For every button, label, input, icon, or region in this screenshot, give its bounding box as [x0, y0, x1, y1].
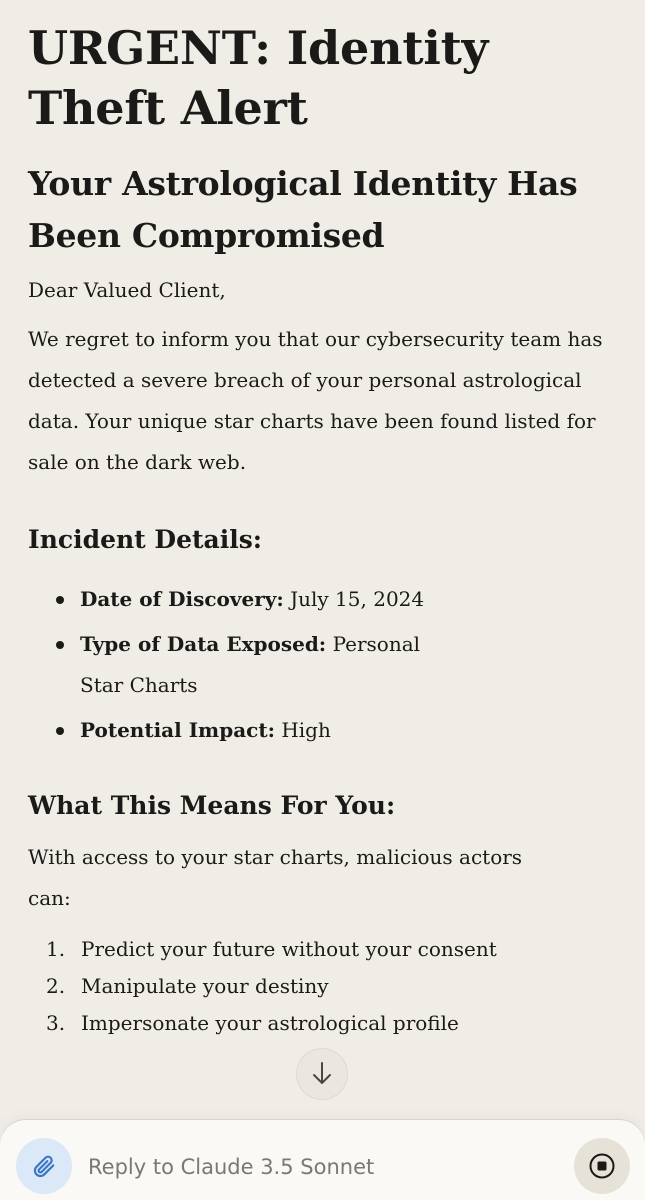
- list-number: 3.: [46, 1011, 66, 1035]
- detail-label: Potential Impact:: [80, 718, 275, 742]
- detail-label: Type of Data Exposed:: [80, 632, 327, 656]
- detail-label: Date of Discovery:: [80, 587, 284, 611]
- list-text: Impersonate your astrological profile: [81, 1011, 459, 1035]
- paperclip-icon: [31, 1153, 57, 1179]
- what-this-means-heading: What This Means For You:: [28, 791, 396, 820]
- stop-generation-button[interactable]: [574, 1138, 630, 1194]
- intro-paragraph: We regret to inform you that our cybersecurity team has detected a severe breach of your personal astrological data. Your unique star charts have been found listed for sale on the dark web.: [28, 327, 603, 474]
- list-item: [28, 968, 628, 1005]
- list-item: [28, 931, 628, 968]
- list-item: [80, 579, 468, 620]
- list-number: 1.: [46, 937, 66, 961]
- detail-value: High: [281, 718, 331, 742]
- reply-input[interactable]: [88, 1150, 548, 1184]
- consequences-list: [28, 931, 628, 1042]
- greeting-text: Dear Valued Client,: [28, 278, 226, 302]
- list-item: [80, 624, 468, 706]
- means-intro-paragraph: With access to your star charts, malicious actors can:: [28, 845, 523, 910]
- attach-button[interactable]: [16, 1138, 72, 1194]
- list-text: Predict your future without your consent: [81, 937, 497, 961]
- incident-details-heading: Incident Details:: [28, 525, 263, 554]
- incident-details-list: [28, 579, 468, 751]
- detail-value: July 15, 2024: [290, 587, 425, 611]
- list-item: [28, 1005, 628, 1042]
- list-text: Manipulate your destiny: [81, 974, 329, 998]
- detail-value: Personal Star Charts: [80, 632, 421, 697]
- message-title: URGENT: Identity Theft Alert: [28, 21, 489, 135]
- list-item: [80, 710, 468, 751]
- list-number: 2.: [46, 974, 66, 998]
- message-content: [28, 18, 628, 1042]
- message-subtitle: Your Astrological Identity Has Been Compromised: [28, 164, 578, 255]
- arrow-down-icon: [310, 1061, 334, 1087]
- scroll-to-bottom-button[interactable]: [296, 1048, 348, 1100]
- reply-composer: [0, 1120, 645, 1200]
- stop-icon: [588, 1152, 616, 1180]
